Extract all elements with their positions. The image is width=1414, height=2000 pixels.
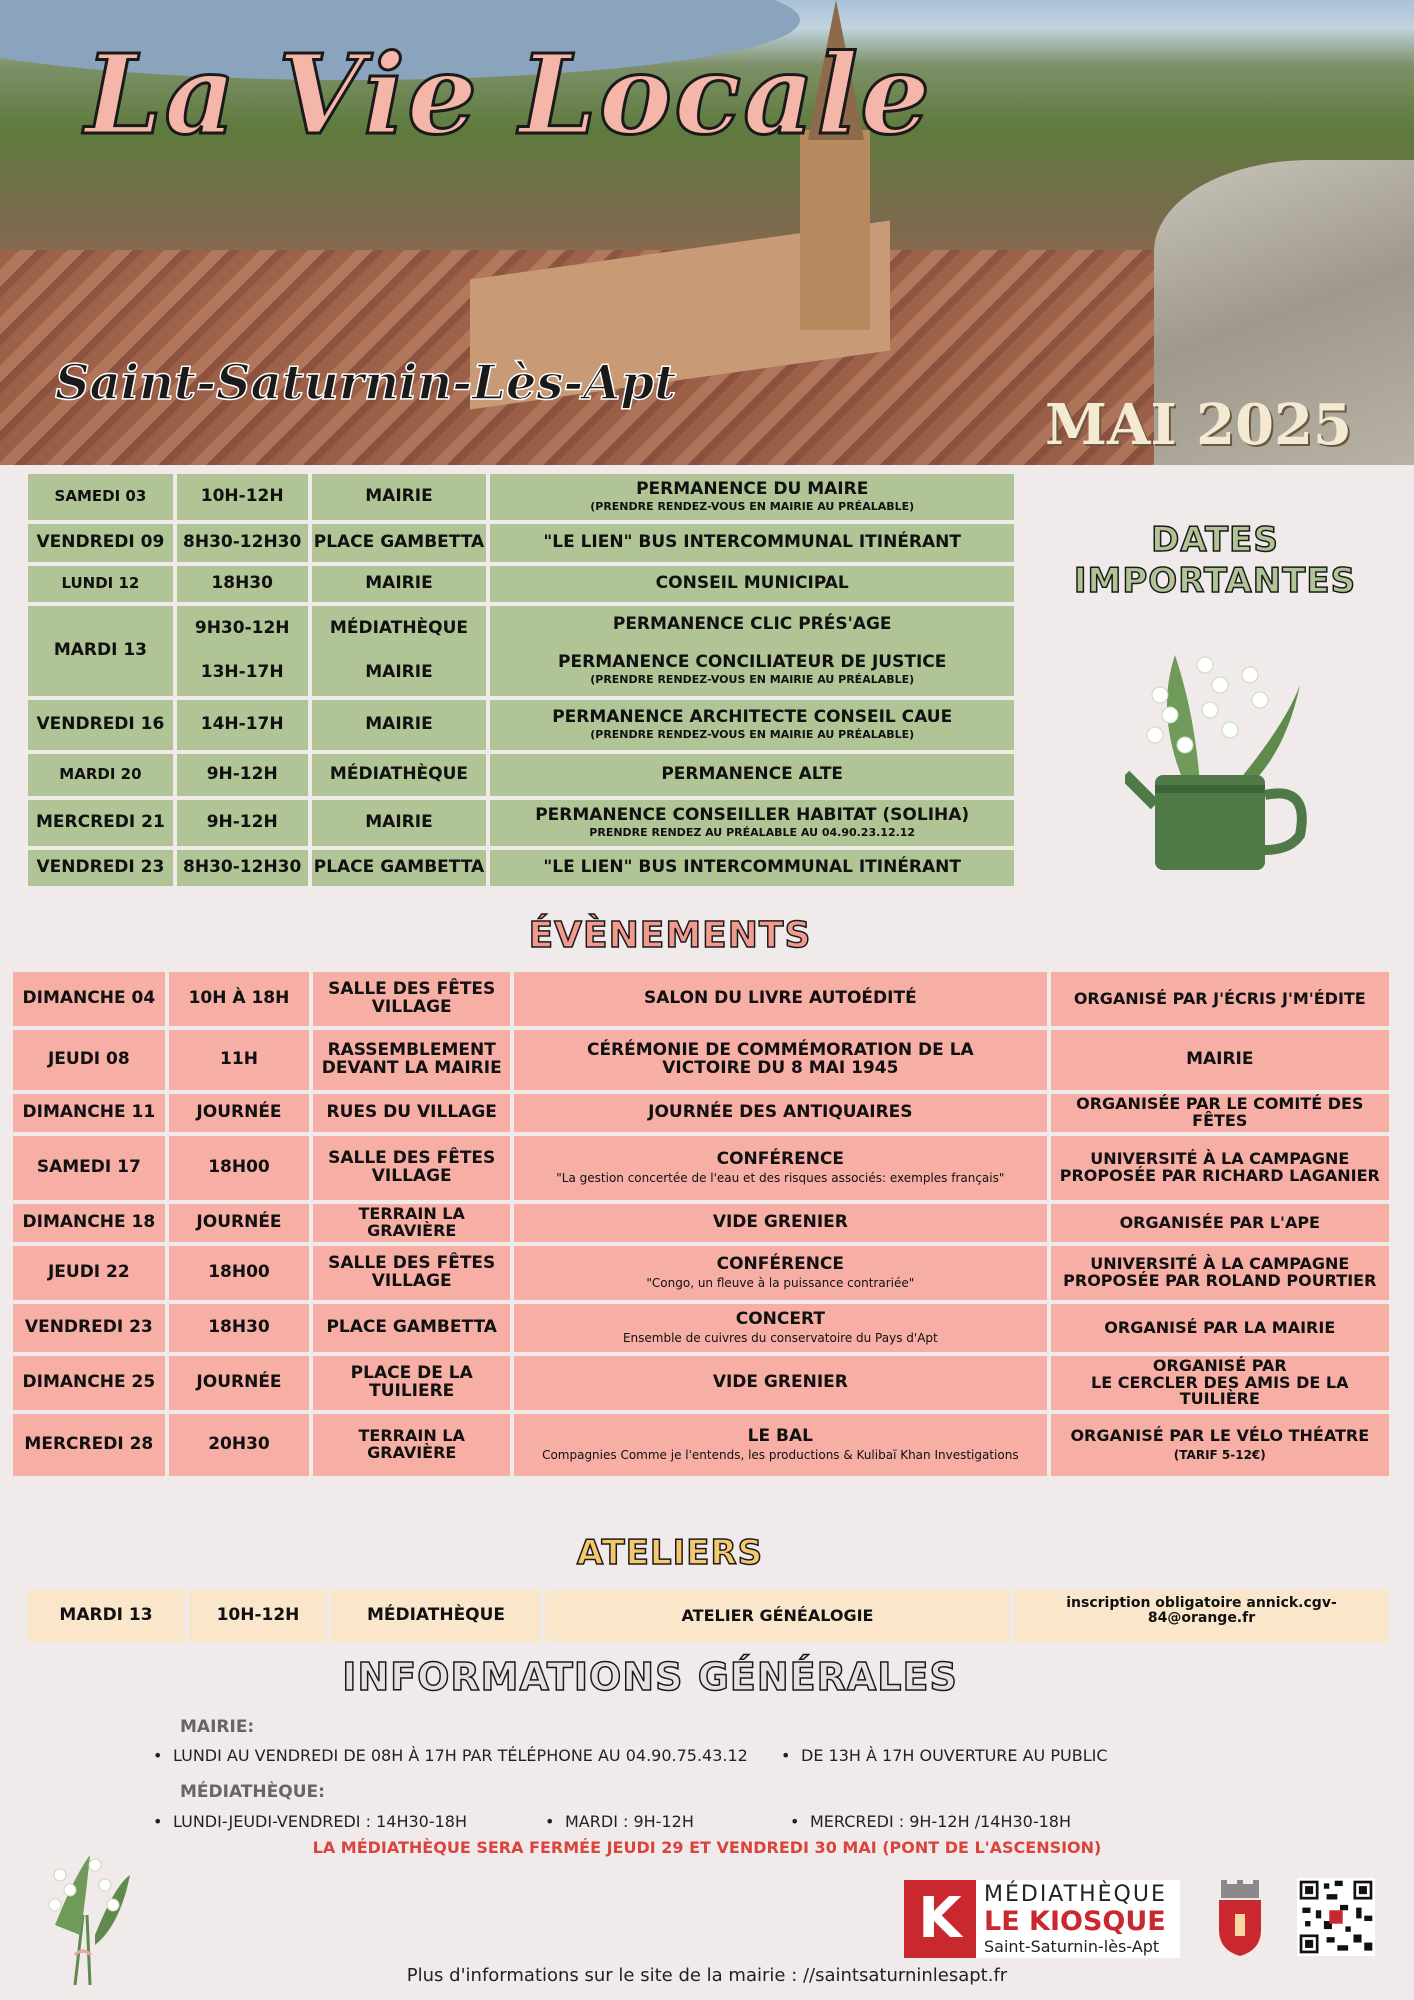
time-cell: 14H-17H	[177, 700, 308, 750]
time-cell: 20H30	[169, 1414, 310, 1476]
time-cell: 11H	[169, 1030, 310, 1090]
event-cell	[490, 606, 1014, 696]
time-cell: 10H À 18H	[169, 972, 310, 1026]
place-cell: RUES DU VILLAGE	[313, 1094, 510, 1132]
event-detail: "La gestion concertée de l'eau et des risques associés: exemples français"	[556, 1171, 1005, 1186]
table-row	[13, 1094, 1389, 1132]
table-row	[13, 1414, 1389, 1476]
hero-banner	[0, 0, 1414, 465]
list-item: • LUNDI-JEUDI-VENDREDI : 14H30-18H	[173, 1812, 467, 1831]
place-cell: MÉDIATHÈQUE	[312, 754, 487, 796]
dates-heading-line2: IMPORTANTES	[1073, 560, 1357, 601]
lily-bouquet-illustration	[35, 1835, 135, 1985]
organizer-line1: UNIVERSITÉ À LA CAMPAGNE	[1090, 1254, 1350, 1274]
table-row	[28, 850, 1014, 886]
time-cell: 18H00	[169, 1136, 310, 1200]
table-row	[13, 1030, 1389, 1090]
event-cell: CÉRÉMONIE DE COMMÉMORATION DE LA VICTOIRE DU 8 MAI 1945	[514, 1030, 1046, 1090]
event-cell: VIDE GRENIER	[514, 1204, 1046, 1242]
organizer-cell	[1051, 1136, 1389, 1200]
date-cell: MARDI 13	[27, 1590, 185, 1642]
table-row	[13, 1246, 1389, 1300]
table-row	[28, 606, 1014, 696]
table-row	[27, 1590, 1389, 1642]
place-cell: MÉDIATHÈQUE	[331, 1590, 541, 1642]
table-row	[28, 566, 1014, 602]
organizer-cell: ORGANISÉ PAR LA MAIRIE	[1051, 1304, 1389, 1352]
event-detail: "Congo, un fleuve à la puissance contrariée"	[646, 1276, 915, 1291]
event-title: LE BAL	[747, 1426, 813, 1447]
time-cell: 8H30-12H30	[177, 524, 308, 562]
event-cell	[514, 1136, 1046, 1200]
time-cell: 18H00	[169, 1246, 310, 1300]
workshops-heading: ATELIERS	[576, 1533, 764, 1573]
mediatheque-label: MÉDIATHÈQUE:	[180, 1782, 325, 1802]
date-cell: SAMEDI 03	[28, 474, 173, 520]
place-cell: MAIRIE	[312, 700, 487, 750]
date-cell: DIMANCHE 25	[13, 1356, 165, 1410]
place-cell: TERRAIN LA GRAVIÈRE	[313, 1414, 510, 1476]
time-cell: 10H-12H	[177, 474, 308, 520]
place-cell: MAIRIE	[312, 566, 487, 602]
event-cell: CONSEIL MUNICIPAL	[490, 566, 1014, 602]
contact-cell: inscription obligatoire annick.cgv-84@orange.fr	[1014, 1590, 1389, 1642]
place-cell: PLACE GAMBETTA	[313, 1304, 510, 1352]
event-note: (PRENDRE RENDEZ-VOUS EN MAIRIE AU PRÉALABLE)	[590, 500, 915, 514]
event-cell: ATELIER GÉNÉALOGIE	[545, 1590, 1010, 1642]
logo-line2: LE KIOSQUE	[984, 1906, 1166, 1937]
time-2: 13H-17H	[200, 662, 284, 682]
table-row	[13, 1304, 1389, 1352]
date-cell: MARDI 13	[28, 606, 173, 696]
event-title: PERMANENCE DU MAIRE	[636, 479, 869, 500]
place-cell: RASSEMBLEMENT DEVANT LA MAIRIE	[313, 1030, 510, 1090]
event-cell: SALON DU LIVRE AUTOÉDITÉ	[514, 972, 1046, 1026]
place-cell	[312, 606, 487, 696]
date-cell: DIMANCHE 04	[13, 972, 165, 1026]
date-cell: VENDREDI 09	[28, 524, 173, 562]
organizer-line2: PROPOSÉE PAR RICHARD LAGANIER	[1059, 1166, 1380, 1185]
time-cell: 18H30	[169, 1304, 310, 1352]
place-cell: SALLE DES FÊTES VILLAGE	[313, 972, 510, 1026]
time-cell: 9H-12H	[177, 800, 308, 846]
organizer-line2: PROPOSÉE PAR ROLAND POURTIER	[1063, 1271, 1377, 1290]
place-cell: TERRAIN LA GRAVIÈRE	[313, 1204, 510, 1242]
event-title: CONCERT	[735, 1309, 825, 1330]
time-cell: JOURNÉE	[169, 1094, 310, 1132]
table-row	[28, 800, 1014, 846]
event-cell: "LE LIEN" BUS INTERCOMMUNAL ITINÉRANT	[490, 850, 1014, 886]
table-row	[13, 972, 1389, 1026]
table-row	[28, 754, 1014, 796]
event-cell	[490, 700, 1014, 750]
table-row	[13, 1204, 1389, 1242]
town-name: Saint-Saturnin-Lès-Apt	[55, 355, 677, 411]
mediatheque-logo	[904, 1880, 1180, 1958]
place-1: MÉDIATHÈQUE	[329, 618, 469, 639]
time-cell: JOURNÉE	[169, 1356, 310, 1410]
date-cell: VENDREDI 23	[28, 850, 173, 886]
place-2: MAIRIE	[365, 662, 433, 682]
event-detail: Compagnies Comme je l'entends, les productions & Kulibaï Khan Investigations	[542, 1448, 1019, 1463]
date-cell: VENDREDI 16	[28, 700, 173, 750]
organizer-line1: ORGANISÉ PAR	[1152, 1355, 1287, 1375]
event-note: PRENDRE RENDEZ AU PRÉALABLE AU 04.90.23.12.12	[589, 826, 916, 840]
table-row	[13, 1356, 1389, 1410]
date-cell: DIMANCHE 11	[13, 1094, 165, 1132]
time-cell: JOURNÉE	[169, 1204, 310, 1242]
month-label: MAI 2025	[1045, 392, 1352, 458]
list-item: • DE 13H À 17H OUVERTURE AU PUBLIC	[801, 1746, 1108, 1765]
footer-link-text[interactable]: Plus d'informations sur le site de la mairie : //saintsaturninlesapt.fr	[406, 1965, 1008, 1986]
place-cell: PLACE DE LA TUILIERE	[313, 1356, 510, 1410]
organizer-cell: ORGANISÉ PAR J'ÉCRIS J'M'ÉDITE	[1051, 972, 1389, 1026]
place-cell: MAIRIE	[312, 800, 487, 846]
event-title: PERMANENCE ARCHITECTE CONSEIL CAUE	[552, 707, 953, 728]
event-title: PERMANENCE CLIC PRÉS'AGE	[612, 614, 892, 635]
list-item: • MERCREDI : 9H-12H /14H30-18H	[810, 1812, 1071, 1831]
place-cell: PLACE GAMBETTA	[312, 850, 487, 886]
event-note: (PRENDRE RENDEZ-VOUS EN MAIRIE AU PRÉALABLE)	[590, 673, 915, 687]
organizer-cell	[1051, 1246, 1389, 1300]
time-1: 9H30-12H	[194, 618, 290, 639]
event-cell: PERMANENCE ALTE	[490, 754, 1014, 796]
town-crest-icon	[1215, 1880, 1265, 1956]
date-cell: JEUDI 22	[13, 1246, 165, 1300]
events-heading: ÉVÈNEMENTS	[528, 915, 812, 956]
event-cell	[514, 1414, 1046, 1476]
table-row	[28, 474, 1014, 520]
page-title: La Vie Locale	[85, 30, 933, 159]
place-cell: SALLE DES FÊTES VILLAGE	[313, 1136, 510, 1200]
date-cell: MERCREDI 21	[28, 800, 173, 846]
time-cell	[177, 606, 308, 696]
organizer-cell: ORGANISÉE PAR LE COMITÉ DES FÊTES	[1051, 1094, 1389, 1132]
bell-tower-photo	[800, 130, 870, 330]
dates-heading	[1040, 520, 1390, 602]
lily-watering-can-illustration	[1125, 635, 1310, 875]
event-cell	[490, 800, 1014, 846]
event-title-2: PERMANENCE CONCILIATEUR DE JUSTICE	[558, 652, 947, 673]
dates-heading-line1: DATES	[1151, 520, 1279, 560]
organizer-line2: (TARIF 5-12€)	[1173, 1448, 1266, 1463]
event-detail: Ensemble de cuivres du conservatoire du Pays d'Apt	[622, 1331, 938, 1346]
event-title: PERMANENCE CONSEILLER HABITAT (SOLIHA)	[535, 805, 970, 826]
place-cell: MAIRIE	[312, 474, 487, 520]
dates-table	[24, 470, 1018, 890]
date-cell: SAMEDI 17	[13, 1136, 165, 1200]
logo-line3: Saint-Saturnin-lès-Apt	[984, 1937, 1160, 1956]
organizer-cell	[1051, 1356, 1389, 1410]
event-cell: "LE LIEN" BUS INTERCOMMUNAL ITINÉRANT	[490, 524, 1014, 562]
event-note: (PRENDRE RENDEZ-VOUS EN MAIRIE AU PRÉALABLE)	[590, 728, 915, 742]
event-cell	[514, 1246, 1046, 1300]
list-item: • MARDI : 9H-12H	[565, 1812, 694, 1831]
table-row	[28, 524, 1014, 562]
events-table	[9, 968, 1393, 1480]
date-cell: MERCREDI 28	[13, 1414, 165, 1476]
organizer-line1: UNIVERSITÉ À LA CAMPAGNE	[1090, 1149, 1350, 1169]
date-cell: VENDREDI 23	[13, 1304, 165, 1352]
info-heading: INFORMATIONS GÉNÉRALES	[342, 1655, 958, 1699]
event-cell	[514, 1304, 1046, 1352]
table-row	[28, 700, 1014, 750]
organizer-cell: MAIRIE	[1051, 1030, 1389, 1090]
date-cell: DIMANCHE 18	[13, 1204, 165, 1242]
organizer-line1: ORGANISÉ PAR LE VÉLO THÉATRE	[1070, 1426, 1370, 1446]
time-cell: 8H30-12H30	[177, 850, 308, 886]
qr-code-icon[interactable]	[1297, 1878, 1375, 1956]
place-cell: PLACE GAMBETTA	[312, 524, 487, 562]
time-cell: 18H30	[177, 566, 308, 602]
time-cell: 9H-12H	[177, 754, 308, 796]
kiosque-k-icon: K	[904, 1880, 976, 1958]
table-row	[13, 1136, 1389, 1200]
event-title: CONFÉRENCE	[716, 1254, 845, 1275]
logo-line1: MÉDIATHÈQUE	[984, 1882, 1167, 1907]
organizer-line2: LE CERCLER DES AMIS DE LA TUILIÈRE	[1091, 1372, 1349, 1409]
event-cell	[490, 474, 1014, 520]
date-cell: JEUDI 08	[13, 1030, 165, 1090]
organizer-cell	[1051, 1414, 1389, 1476]
list-item: • LUNDI AU VENDREDI DE 08H À 17H PAR TÉLÉPHONE AU 04.90.75.43.12	[173, 1746, 748, 1765]
event-cell: JOURNÉE DES ANTIQUAIRES	[514, 1094, 1046, 1132]
mairie-label: MAIRIE:	[180, 1717, 255, 1737]
date-cell: MARDI 20	[28, 754, 173, 796]
time-cell: 10H-12H	[189, 1590, 327, 1642]
date-cell: LUNDI 12	[28, 566, 173, 602]
closure-notice: LA MÉDIATHÈQUE SERA FERMÉE JEUDI 29 ET VENDREDI 30 MAI (PONT DE L'ASCENSION)	[312, 1838, 1102, 1857]
event-title: CONFÉRENCE	[716, 1149, 845, 1170]
workshops-table	[23, 1586, 1393, 1646]
event-cell: VIDE GRENIER	[514, 1356, 1046, 1410]
organizer-cell: ORGANISÉE PAR L'APE	[1051, 1204, 1389, 1242]
place-cell: SALLE DES FÊTES VILLAGE	[313, 1246, 510, 1300]
